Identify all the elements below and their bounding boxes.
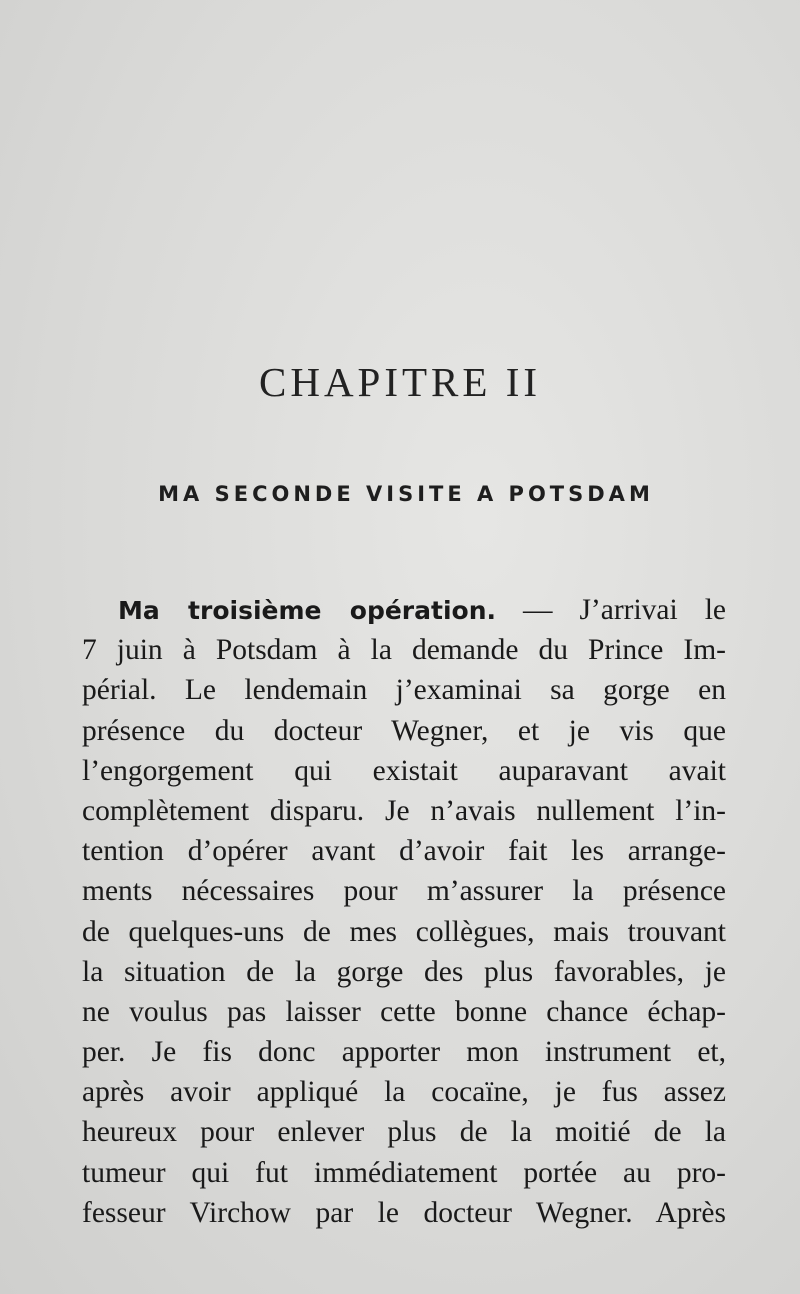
text-line: heureux pour enlever plus de la moitié de la xyxy=(82,1116,726,1149)
chapter-subtitle: MA SECONDE VISITE A POTSDAM xyxy=(158,482,654,506)
text-line: ne voulus pas laisser cette bonne chance échap- xyxy=(82,995,726,1028)
text-line: périal. Le lendemain j’examinai sa gorge en xyxy=(82,674,726,707)
text-line: per. Je fis donc apporter mon instrument et, xyxy=(82,1036,726,1069)
text-line: fesseur Virchow par le docteur Wegner. Après xyxy=(82,1196,726,1229)
run-in-heading: Ma troisième opération. xyxy=(118,596,496,625)
text-line: 7 juin à Potsdam à la demande du Prince Im- xyxy=(82,634,726,667)
text-line: l’engorgement qui existait auparavant avait xyxy=(82,754,726,787)
text-line: de quelques-uns de mes collègues, mais trouvant xyxy=(82,915,726,948)
text-line: tumeur qui fut immédiatement portée au pro- xyxy=(82,1156,726,1189)
text-line: après avoir appliqué la cocaïne, je fus assez xyxy=(82,1076,726,1109)
text-line: ments nécessaires pour m’assurer la présence xyxy=(82,875,726,908)
text-line xyxy=(82,590,726,630)
body-paragraph xyxy=(82,590,726,1233)
text-line: complètement disparu. Je n’avais nullement l’in- xyxy=(82,794,726,827)
text-line: la situation de la gorge des plus favorables, je xyxy=(82,955,726,988)
text-line: tention d’opérer avant d’avoir fait les arrange- xyxy=(82,835,726,868)
chapter-title: CHAPITRE II xyxy=(258,359,541,405)
text-line: présence du docteur Wegner, et je vis que xyxy=(82,714,726,747)
text-line-content: — J’arrivai le xyxy=(496,594,726,626)
